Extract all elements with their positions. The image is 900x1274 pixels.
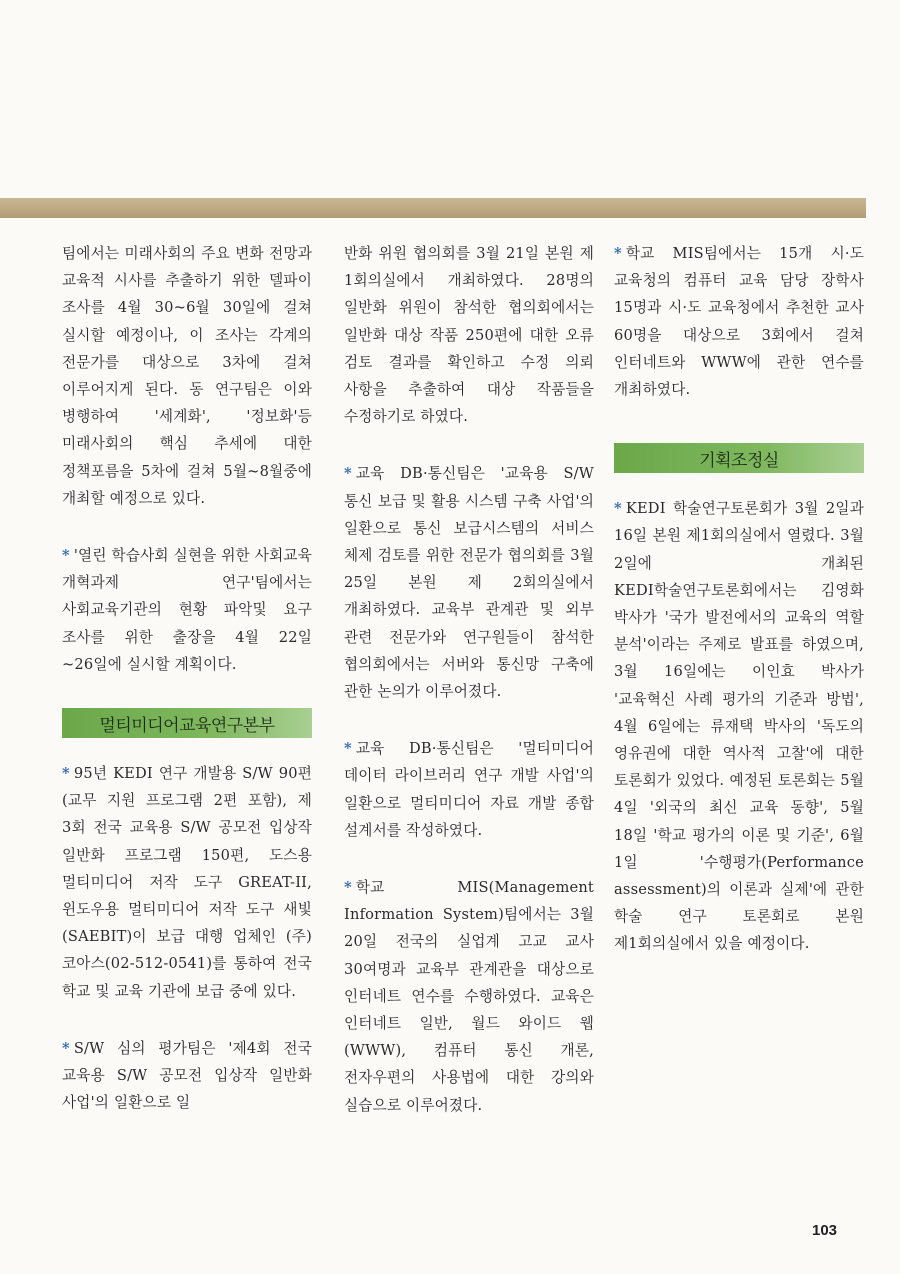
bullet-asterisk-icon: *: [62, 1039, 70, 1057]
paragraph: * S/W 심의 평가팀은 '제4회 전국 교육용 S/W 공모전 입상작 일반화 사업'의 일환으로 일: [62, 1039, 312, 1112]
bullet-asterisk-icon: *: [344, 740, 352, 758]
column-1: [62, 240, 312, 1146]
paragraph: * 학교 MIS(Management Information System)팀에서는 3월 20일 전국의 실업계 고교 교사 30여명과 교육부 관계관을 대상으로 인터네트 연수를 수행하였다. 교육은 인터네트 일반, 월드 와이드 웹(WWW), 컴퓨터 통신 개론, 전자우편의 사용법에 대한 강의와 실습으로 이루어졌다.: [344, 879, 594, 1114]
paragraph: * 교육 DB·통신팀은 '교육용 S/W 통신 보급 및 활용 시스템 구축 사업'의 일환으로 통신 보급시스템의 서비스 체제 검토를 위한 전문가 협의회를 3월 25일 본원 제 2회의실에서 개최하였다. 교육부 관계관 및 외부 관련 전문가와 연구원들이 참석한 협의회에서는 서버와 통신망 구축에 관한 논의가 이루어졌다.: [344, 465, 594, 701]
section-title: 기획조정실: [699, 450, 779, 471]
paragraph: * 교육 DB·통신팀은 '멀티미디어 데이터 라이브러리 연구 개발 사업'의 일환으로 멀티미디어 자료 개발 종합 설계서를 작성하였다.: [344, 740, 594, 839]
page-number: 103: [812, 1222, 838, 1239]
section-header-planning: [614, 443, 864, 473]
paragraph: 반화 위원 협의회를 3월 21일 본원 제 1회의실에서 개최하였다. 28명의 일반화 위원이 참석한 협의회에서는 일반화 대상 작품 250편에 대한 오류 검토 결과를 확인하고 수정 의뢰 사항을 추출하여 대상 작품들을 수정하기로 하였다.: [344, 245, 594, 426]
paragraph: 팀에서는 미래사회의 주요 변화 전망과 교육적 시사를 추출하기 위한 델파이 조사를 4월 30~6월 30일에 걸쳐 실시할 예정이나, 이 조사는 각계의 전문가를 대상으로 3차에 걸쳐 이루어지게 된다. 동 연구팀은 이와 병행하여 '세계화', '정보화'등 미래사회의 핵심 추세에 대한 정책포름을 5차에 걸쳐 5월~8월중에 개최할 예정으로 있다.: [62, 245, 312, 507]
column-2: [344, 240, 594, 1149]
bullet-asterisk-icon: *: [62, 547, 70, 565]
column-3: [614, 240, 864, 988]
top-decorative-bar: [0, 198, 866, 218]
paragraph: * 학교 MIS팀에서는 15개 시·도 교육청의 컴퓨터 교육 담당 장학사 15명과 시·도 교육청에서 추천한 교사 60명을 대상으로 3회에서 걸쳐 인터네트와 WWW에 관한 연수를 개최하였다.: [614, 245, 864, 399]
section-title: 멀티미디어교육연구본부: [99, 715, 275, 736]
paragraph: * '열린 학습사회 실현을 위한 사회교육 개혁과제 연구'팀에서는 사회교육기관의 현황 파악및 요구 조사를 위한 출장을 4월 22일~26일에 실시할 계획이다.: [62, 547, 312, 673]
paragraph: * 95년 KEDI 연구 개발용 S/W 90편(교무 지원 프로그램 2편 포함), 제 3회 전국 교육용 S/W 공모전 입상작 일반화 프로그램 150편, 도스용 멀티미디어 저작 도구 GREAT-II, 윈도우용 멀티미디어 저작 도구 새빛(SAEBIT)이 보급 대행 업체인 (주)코아스(02-512-0541)를 통하여 전국 학교 및 교육 기관에 보급 중에 있다.: [62, 765, 312, 1000]
bullet-asterisk-icon: *: [344, 465, 352, 483]
section-header-multimedia: [62, 708, 312, 738]
bullet-asterisk-icon: *: [62, 765, 70, 783]
paragraph: * KEDI 학술연구토론회가 3월 2일과 16일 본원 제1회의실에서 열렸다. 3월 2일에 개최된 KEDI학술연구토론회에서는 김영화 박사가 '국가 발전에서의 교육의 역할 분석'이라는 주제로 발표를 하였으며, 3월 16일에는 이인효 박사가 '교육혁신 사례 평가의 기준과 방법', 4월 6일에는 류재택 박사의 '독도의 영유권에 대한 역사적 고찰'에 대한 토론회가 있었다. 예정된 토론회는 5월 4일 '외국의 최신 교육 동향', 5월 18일 '학교 평가의 이론 및 기준', 6월 1일 '수행평가(Performance assessment)의 이론과 실제'에 관한 학술 연구 토론회로 본원 제1회의실에서 있을 예정이다.: [614, 500, 864, 953]
bullet-asterisk-icon: *: [614, 500, 622, 518]
bullet-asterisk-icon: *: [344, 879, 352, 897]
bullet-asterisk-icon: *: [614, 245, 622, 262]
